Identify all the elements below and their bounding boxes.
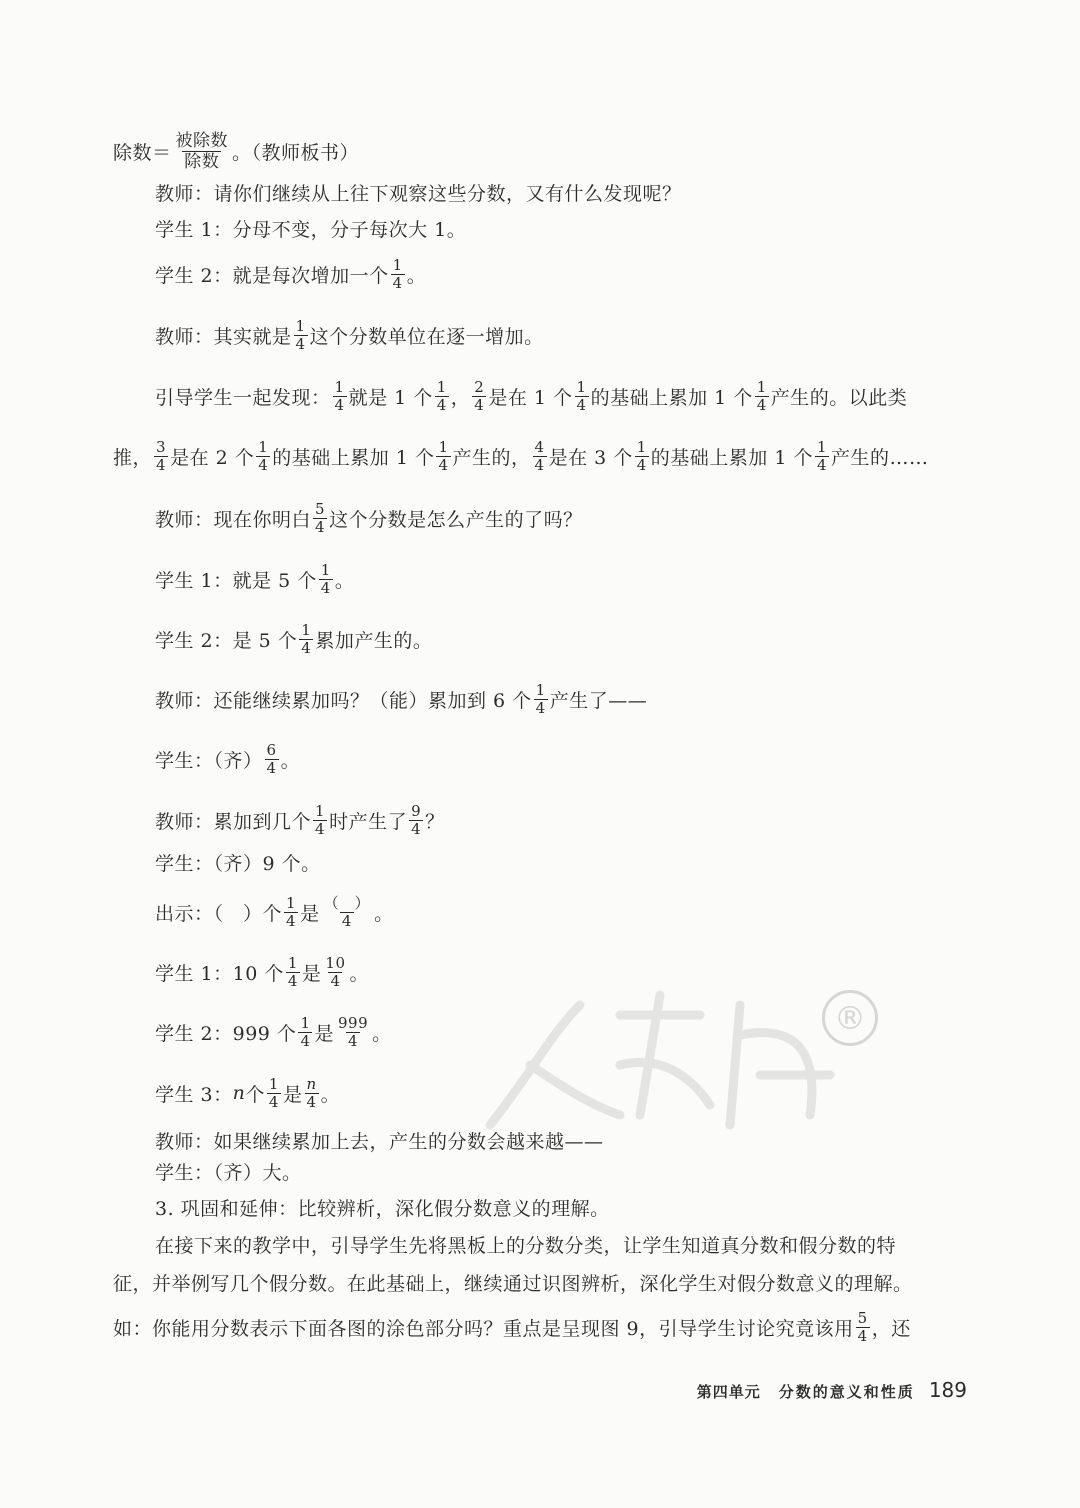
text: 学生：（齐）大。 [155, 1161, 302, 1184]
fraction [284, 895, 298, 930]
denominator: 4 [320, 578, 331, 597]
text: 。（教师板书） [232, 141, 360, 164]
denominator: 4 [756, 395, 767, 414]
numerator: 5 [857, 1308, 868, 1327]
text: 如：你能用分数表示下面各图的涂色部分吗？重点是呈现图 9，引导学生讨论究竟该用 [113, 1317, 854, 1340]
fraction [472, 379, 486, 414]
denominator: 除数 [184, 151, 220, 172]
numerator: 6 [266, 740, 277, 759]
formula-line [113, 129, 972, 173]
fraction [635, 439, 649, 474]
denominator: 4 [156, 455, 167, 474]
denominator: 4 [535, 698, 546, 717]
numerator: 1 [287, 953, 298, 972]
text: 这个分数是怎么产生的了吗？ [329, 508, 583, 531]
fraction [319, 562, 333, 597]
numerator: 1 [438, 437, 449, 456]
fraction [533, 439, 547, 474]
text: 是在 3 个 [548, 446, 633, 469]
text: 除数＝ [113, 141, 172, 164]
text: 是 [314, 1022, 334, 1045]
fraction [336, 1015, 370, 1050]
registered-mark-icon: ® [822, 990, 878, 1046]
text: ，还 [871, 1317, 911, 1340]
numerator: 被除数 [175, 130, 229, 151]
fraction [391, 257, 405, 292]
fraction [294, 318, 308, 353]
numerator: 2 [474, 377, 485, 396]
numerator: 1 [816, 437, 827, 456]
paragraph-line [155, 496, 972, 540]
text: 学生 1：就是 5 个 [155, 569, 317, 592]
paragraph-line [155, 206, 972, 250]
text: 学生：（齐）9 个。 [155, 852, 321, 875]
denominator: 4 [315, 819, 326, 838]
text: 是在 1 个 [488, 386, 573, 409]
page-number: 189 [928, 1378, 967, 1402]
text: 累加产生的。 [315, 629, 433, 652]
variable-n: n [232, 1082, 246, 1104]
denominator: 4 [315, 517, 326, 536]
text: 是 [301, 962, 322, 985]
denominator: 4 [816, 455, 827, 474]
text: 这个分数单位在逐一增加。 [309, 325, 544, 348]
numerator: 1 [636, 437, 647, 456]
denominator: 4 [295, 334, 306, 353]
denominator: 4 [438, 455, 449, 474]
text: 的基础上累加 1 个 [650, 446, 813, 469]
denominator: 4 [300, 1031, 311, 1050]
text: 。 [349, 962, 370, 985]
fraction [534, 682, 548, 717]
text: 学生：（齐） [155, 749, 263, 772]
fraction [174, 131, 231, 172]
numerator: n [306, 1074, 317, 1093]
fraction [267, 1076, 281, 1111]
fraction [436, 439, 450, 474]
numerator: 9 [411, 801, 422, 820]
text: 。 [372, 1022, 392, 1045]
denominator: 4 [636, 455, 647, 474]
paragraph-line [155, 617, 972, 661]
text: 产生了—— [549, 689, 648, 712]
paragraph-line [155, 737, 972, 781]
text: 出示：（ ）个 [155, 902, 283, 925]
text: 学生 2：就是每次增加一个 [155, 264, 389, 287]
text: 。 [406, 264, 427, 287]
denominator: 4 [392, 273, 403, 292]
text: 在接下来的教学中，引导学生先将黑板上的分数分类，让学生知道真分数和假分数的特 [155, 1234, 897, 1257]
numerator: 1 [392, 255, 403, 274]
fraction [313, 501, 327, 536]
denominator: 4 [266, 758, 277, 777]
fraction [856, 1310, 870, 1345]
text: 产生的…… [831, 446, 929, 469]
numerator: 1 [576, 377, 587, 396]
denominator: 4 [268, 1092, 279, 1111]
denominator: 4 [306, 1092, 317, 1111]
text: 。 [280, 749, 301, 772]
numerator: 1 [295, 316, 306, 335]
paragraph-line [155, 890, 972, 934]
text: 是 [300, 902, 320, 925]
fraction [323, 955, 347, 990]
fraction [286, 955, 300, 990]
text: 3. 巩固和延伸：比较辨析，深化假分数意义的理解。 [155, 1197, 610, 1220]
numerator: 999 [338, 1013, 369, 1032]
numerator: 1 [334, 377, 345, 396]
denominator: 4 [534, 455, 545, 474]
paragraph-line [155, 950, 972, 994]
numerator: 5 [315, 499, 326, 518]
fraction [575, 379, 589, 414]
numerator: 1 [320, 560, 331, 579]
text: 的基础上累加 1 个 [272, 446, 435, 469]
chapter-title: 分数的意义和性质 [778, 1383, 915, 1401]
text: 。 [374, 902, 394, 925]
chapter-label: 第四单元 [696, 1383, 761, 1401]
text: 是 [282, 1083, 303, 1106]
numerator: 1 [268, 1074, 279, 1093]
numerator: 1 [300, 1013, 311, 1032]
text: 教师：请你们继续从上往下观察这些分数，又有什么发现呢？ [155, 182, 682, 205]
text: 教师：如果继续累加上去，产生的分数会越来越—— [155, 1130, 604, 1153]
text: 个 [245, 1083, 265, 1106]
paragraph-line [155, 557, 972, 601]
text: 学生 1：分母不变，分子每次大 1。 [155, 218, 467, 241]
text: 时产生了 [329, 810, 408, 833]
text: 学生 2：是 5 个 [155, 629, 298, 652]
denominator: 4 [348, 1031, 359, 1050]
denominator: 4 [330, 971, 341, 990]
fraction [815, 439, 829, 474]
denominator: 4 [287, 971, 298, 990]
fraction [313, 803, 327, 838]
text: 。 [334, 569, 355, 592]
text: 教师：其实就是 [155, 325, 292, 348]
numerator: （ ） [323, 893, 371, 912]
fraction [409, 803, 423, 838]
text: 是在 2 个 [170, 446, 255, 469]
text: 教师：还能继续累加吗？（能）累加到 6 个 [155, 689, 532, 712]
text: 的基础上累加 1 个 [590, 386, 753, 409]
text: 。 [320, 1083, 341, 1106]
text: 产生的， [452, 446, 531, 469]
text: 学生 3： [155, 1083, 233, 1106]
text: 教师：现在你明白 [155, 508, 312, 531]
paragraph-line [155, 374, 972, 418]
text: ？ [425, 810, 445, 833]
denominator: 4 [301, 638, 312, 657]
paragraph-line [113, 434, 972, 478]
fraction [256, 439, 270, 474]
numerator: 4 [534, 437, 545, 456]
paragraph-line [155, 677, 972, 721]
fraction [304, 1076, 318, 1111]
numerator: 10 [325, 953, 346, 972]
text: 教师：累加到几个 [155, 810, 312, 833]
text: 就是 1 个 [348, 386, 433, 409]
denominator: 4 [576, 395, 587, 414]
paragraph-line [155, 313, 972, 357]
paragraph-line [113, 1260, 972, 1304]
text: 产生的。以此类 [770, 386, 908, 409]
numerator: 1 [436, 377, 447, 396]
text: 征，并举例写几个假分数。在此基础上，继续通过识图辨析，深化学生对假分数意义的理解。 [113, 1272, 913, 1295]
text: 推， [113, 446, 153, 469]
numerator: 1 [258, 437, 269, 456]
denominator: 4 [258, 455, 269, 474]
fraction [154, 439, 168, 474]
paragraph-line [155, 798, 972, 842]
text: 学生 1：10 个 [155, 962, 284, 985]
fraction [333, 379, 347, 414]
denominator: 4 [474, 395, 485, 414]
text: 学生 2：999 个 [155, 1022, 297, 1045]
denominator: 4 [286, 911, 297, 930]
paragraph-line [155, 1071, 972, 1115]
numerator: 1 [301, 620, 312, 639]
numerator: 1 [535, 680, 546, 699]
paragraph-line [155, 840, 972, 884]
numerator: 1 [315, 801, 326, 820]
denominator: 4 [436, 395, 447, 414]
paragraph-line [113, 1305, 972, 1349]
fraction [755, 379, 769, 414]
paragraph-line [155, 252, 972, 296]
fraction [298, 1015, 312, 1050]
denominator: 4 [341, 911, 352, 930]
text: 引导学生一起发现： [155, 386, 331, 409]
numerator: 3 [156, 437, 167, 456]
numerator: 1 [756, 377, 767, 396]
fraction [265, 742, 279, 777]
denominator: 4 [334, 395, 345, 414]
numerator: 1 [286, 893, 297, 912]
page-footer [697, 1378, 967, 1402]
denominator: 4 [857, 1326, 868, 1345]
text: ， [450, 386, 471, 409]
fraction [322, 895, 373, 930]
fraction [299, 622, 313, 657]
denominator: 4 [411, 819, 422, 838]
fraction [435, 379, 449, 414]
